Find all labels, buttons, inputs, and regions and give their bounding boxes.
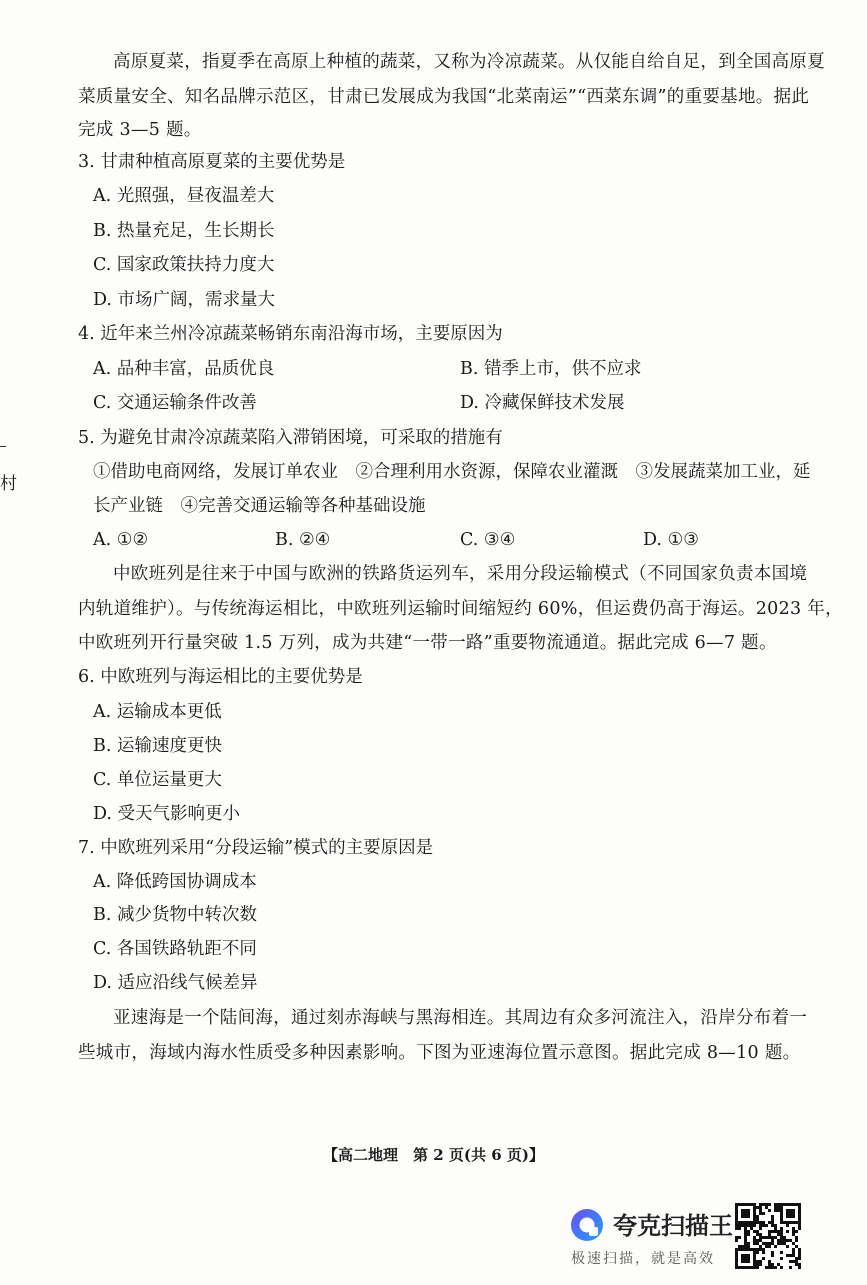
passage3-line-1: 亚速海是一个陆间海，通过刻赤海峡与黑海相连。其周边有众多河流注入，沿岸分布着一 [113,1008,808,1028]
q6-option-d: D. 受天气影响更小 [93,804,241,824]
q7-option-c: C. 各国铁路轨距不同 [93,939,257,959]
q5-option-b: B. ②④ [275,530,331,550]
passage3-line-2: 些城市，海域内海水性质受多种因素影响。下图为亚速海位置示意图。据此完成 8—10 题。 [78,1043,801,1063]
q5-stem: 5. 为避免甘肃冷凉蔬菜陷入滞销困境，可采取的措施有 [78,428,503,448]
watermark-subtitle: 极速扫描，就是高效 [571,1251,715,1267]
q7-option-a: A. 降低跨国协调成本 [93,872,257,892]
q4-option-b: B. 错季上市，供不应求 [460,359,642,379]
q4-option-c: C. 交通运输条件改善 [93,393,257,413]
q3-option-a: A. 光照强，昼夜温差大 [93,186,275,206]
passage1-line-2: 菜质量安全、知名品牌示范区，甘肃已发展成为我国“北菜南运”“西菜东调”的重要基地。据此 [78,87,810,107]
passage1-line-1: 高原夏菜，指夏季在高原上种植的蔬菜，又称为冷凉蔬菜。从仅能自给自足，到全国高原夏 [113,52,825,72]
quark-logo-icon [569,1207,605,1243]
page-footer: 【高二地理 第 2 页(共 6 页)】 [323,1146,544,1164]
q3-option-b: B. 热量充足，生长期长 [93,221,275,241]
q5-option-a: A. ①② [93,530,149,550]
passage2-line-2: 内轨道维护）。与传统海运相比，中欧班列运输时间缩短约 60%，但运费仍高于海运。2023 年， [78,599,843,619]
qr-code-icon [735,1203,801,1269]
q6-option-c: C. 单位运量更大 [93,770,222,790]
q5-measures-line-1: ①借助电商网络，发展订单农业 ②合理利用水资源，保障农业灌溉 ③发展蔬菜加工业，延 [93,462,811,482]
margin-tick [0,446,6,447]
margin-char: 村 [0,474,17,494]
q4-option-a: A. 品种丰富，品质优良 [93,359,275,379]
passage2-line-3: 中欧班列开行量突破 1.5 万列，成为共建“一带一路”重要物流通道。据此完成 6—7 题。 [78,633,777,653]
scanner-watermark [569,1203,859,1275]
q7-option-d: D. 适应沿线气候差异 [93,973,258,993]
q6-option-a: A. 运输成本更低 [93,702,222,722]
q3-option-d: D. 市场广阔，需求量大 [93,290,276,310]
q4-stem: 4. 近年来兰州冷凉蔬菜畅销东南沿海市场，主要原因为 [78,324,503,344]
q5-measures-line-2: 长产业链 ④完善交通运输等各种基础设施 [93,496,426,516]
q3-option-c: C. 国家政策扶持力度大 [93,255,275,275]
q6-stem: 6. 中欧班列与海运相比的主要优势是 [78,667,363,687]
q6-option-b: B. 运输速度更快 [93,736,222,756]
watermark-title: 夸克扫描王 [613,1212,733,1240]
q5-option-c: C. ③④ [460,530,516,550]
passage1-line-3: 完成 3—5 题。 [78,120,202,140]
q7-stem: 7. 中欧班列采用“分段运输”模式的主要原因是 [78,838,434,858]
q5-option-d: D. ①③ [643,530,699,550]
q3-stem: 3. 甘肃种植高原夏菜的主要优势是 [78,152,346,172]
passage2-line-1: 中欧班列是往来于中国与欧洲的铁路货运列车，采用分段运输模式（不同国家负责本国境 [113,564,808,584]
q7-option-b: B. 减少货物中转次数 [93,905,257,925]
q4-option-d: D. 冷藏保鲜技术发展 [460,393,625,413]
